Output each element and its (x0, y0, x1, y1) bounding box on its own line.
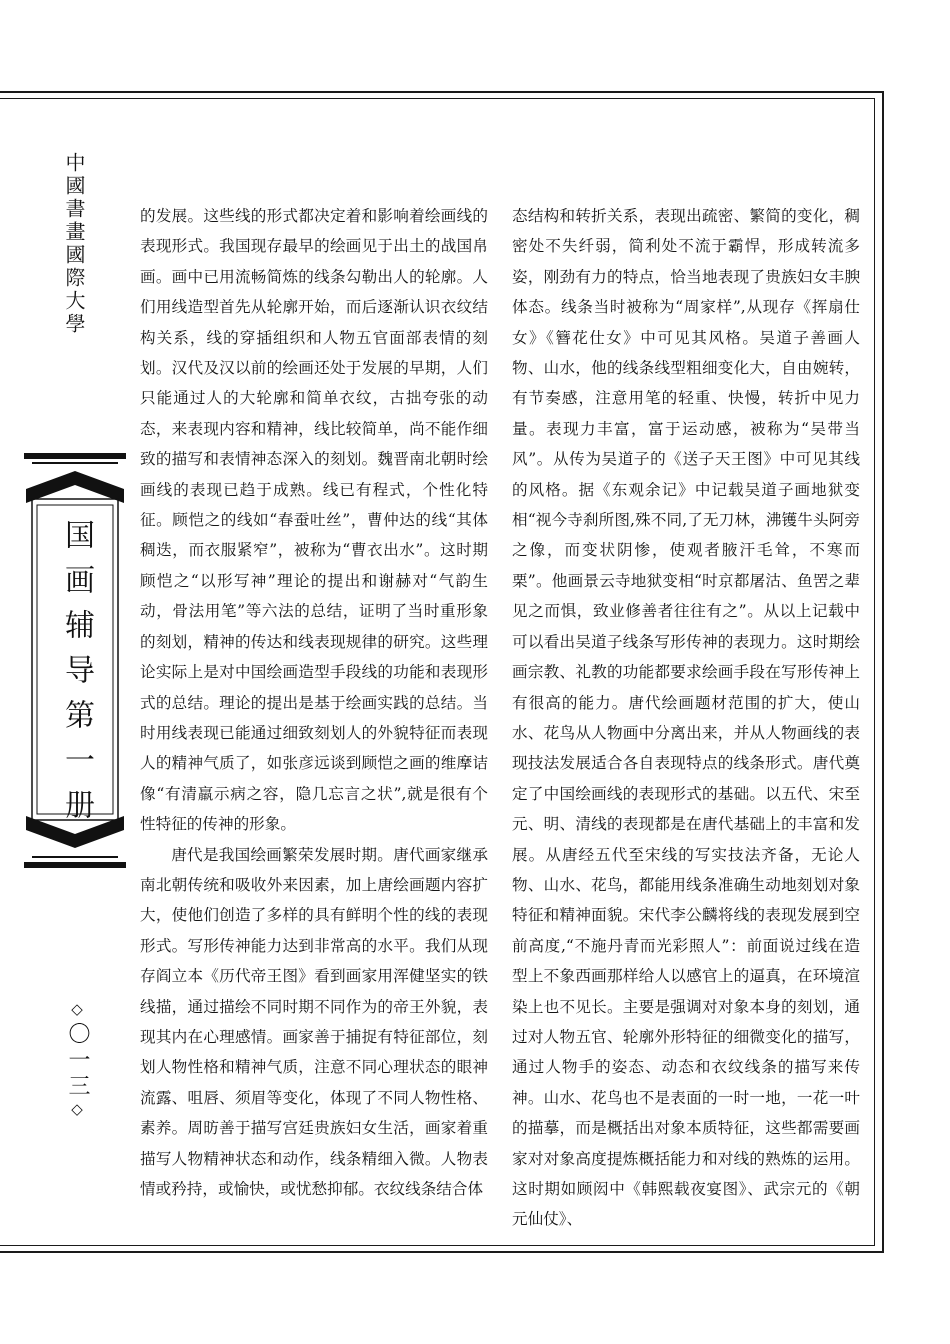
body-column-left (140, 201, 488, 1204)
page-number-block (62, 1000, 90, 1122)
banner-top-bar (24, 453, 126, 459)
book-title: 国画辅导第一册 (59, 519, 94, 834)
diamond-icon: ◇ (68, 1000, 86, 1022)
diamond-icon: ◇ (68, 1100, 86, 1122)
banner-bottom-bar (24, 862, 126, 868)
paragraph: 态结构和转折关系，表现出疏密、繁简的变化，稠密处不失纤弱，简利处不流于霸悍，形成转流多姿，刚劲有力的特点，恰当地表现了贵族妇女丰腴体态。线条当时被称为“周家样”,从现存《挥扇仕女》《簪花仕女》中可见其风格。吴道子善画人物、山水，他的线条线型粗细变化大，自由婉转，有节奏感，注意用笔的轻重、快慢，转折中见力量。表现力丰富，富于运动感，被称为“吴带当风”。从传为吴道子的《送子天王图》中可见其线的风格。据《东观余记》中记载吴道子画地狱变相“视今寺刹所图,殊不同,了无刀林，沸镬牛头阿旁之像，而变状阴惨，使观者腋汗毛耸，不寒而栗”。他画景云寺地狱变相“时京都屠沽、鱼罟之辈见之而惧，致业修善者往往有之”。从以上记载中可以看出吴道子线条写形传神的表现力。这时期绘画宗教、礼教的功能都要求绘画手段在写形传神上有很高的能力。唐代绘画题材范围的扩大，使山水、花鸟从人物画中分离出来，并从人物画线的表现技法发展适合各自表现特点的线条形式。唐代奠定了中国绘画线的表现形式的基础。以五代、宋至元、明、清线的表现都是在唐代基础上的丰富和发展。从唐经五代至宋线的写实技法齐备，无论人物、山水、花鸟，都能用线条准确生动地刻划对象特征和精神面貌。宋代李公麟将线的表现发展到空前高度,“不施丹青而光彩照人”：前面说过线在造型上不象西画那样给人以感官上的逼真，在环境渲染上也不见长。主要是强调对对象本身的刻划，通过对人物五官、轮廓外形特征的细微变化的描写，通过人物手的姿态、动态和衣纹线条的描写来传神。山水、花鸟也不是表面的一时一地，一花一叶的描摹，而是概括出对象本质特征，这些都需要画家对对象高度提炼概括能力和对线的熟炼的运用。这时期如顾闳中《韩熙载夜宴图》、武宗元的《朝元仙仗》、 (512, 207, 860, 1229)
page-number: 〇一三 (65, 1022, 90, 1100)
banner-bottom-thin-bar (32, 856, 118, 858)
sidebar (14, 120, 124, 1240)
paragraph: 的发展。这些线的形式都决定着和影响着绘画线的表现形式。我国现存最早的绘画见于出土的战国帛画。画中已用流畅简炼的线条勾勒出人的轮廓。人们用线造型首先从轮廓开始，而后逐渐认识衣纹结构关系，线的穿插组织和人物五官面部表情的刻划。汉代及汉以前的绘画还处于发展的早期，人们只能通过人的大轮廓和简单衣纹，古拙夸张的动态，来表现内容和精神，线比较简单，尚不能作细致的描写和表情神态深入的刻划。魏晋南北朝时绘画线的表现已趋于成熟。线已有程式，个性化特征。顾恺之的线如“春蚕吐丝”，曹仲达的线“其体稠迭，而衣服紧窄”，被称为“曹衣出水”。这时期顾恺之“以形写神”理论的提出和谢赫对“气韵生动，骨法用笔”等六法的总结，证明了当时重形象的刻划，精神的传达和线表现规律的研究。这些理论实际上是对中国绘画造型手段线的功能和表现形式的总结。理论的提出是基于绘画实践的总结。当时用线表现已能通过细致刻划人的外貌特征而表现人的精神气质了，如张彦远谈到顾恺之画的维摩诘像“有清羸示病之容，隐几忘言之状”,就是很有个性特征的传神的形象。 (140, 207, 488, 834)
banner-top-thin-bar (32, 462, 118, 464)
paragraph: 唐代是我国绘画繁荣发展时期。唐代画家继承南北朝传统和吸收外来因素，加上唐绘画题内容扩大，使他们创造了多样的具有鲜明个性的线的表现形式。写形传神能力达到非常高的水平。我们从现存阎立本《历代帝王图》看到画家用浑健坚实的铁线描，通过描绘不同时期不同作为的帝王外貌，表现其内在心理感情。画家善于捕捉有特征部位，刻划人物性格和精神气质，注意不同心理状态的眼神流露、咀唇、须眉等变化，体现了不同人物性格、素养。周昉善于描写宫廷贵族妇女生活，画家着重描写人物精神状态和动作，线条精细入微。人物表情或矜持，或愉快，或忧愁抑郁。衣纹线条结合体 (140, 845, 488, 1198)
book-title-banner (26, 467, 124, 852)
body-column-right (512, 201, 860, 1235)
school-name: 中國書畫國際大學 (62, 152, 86, 336)
